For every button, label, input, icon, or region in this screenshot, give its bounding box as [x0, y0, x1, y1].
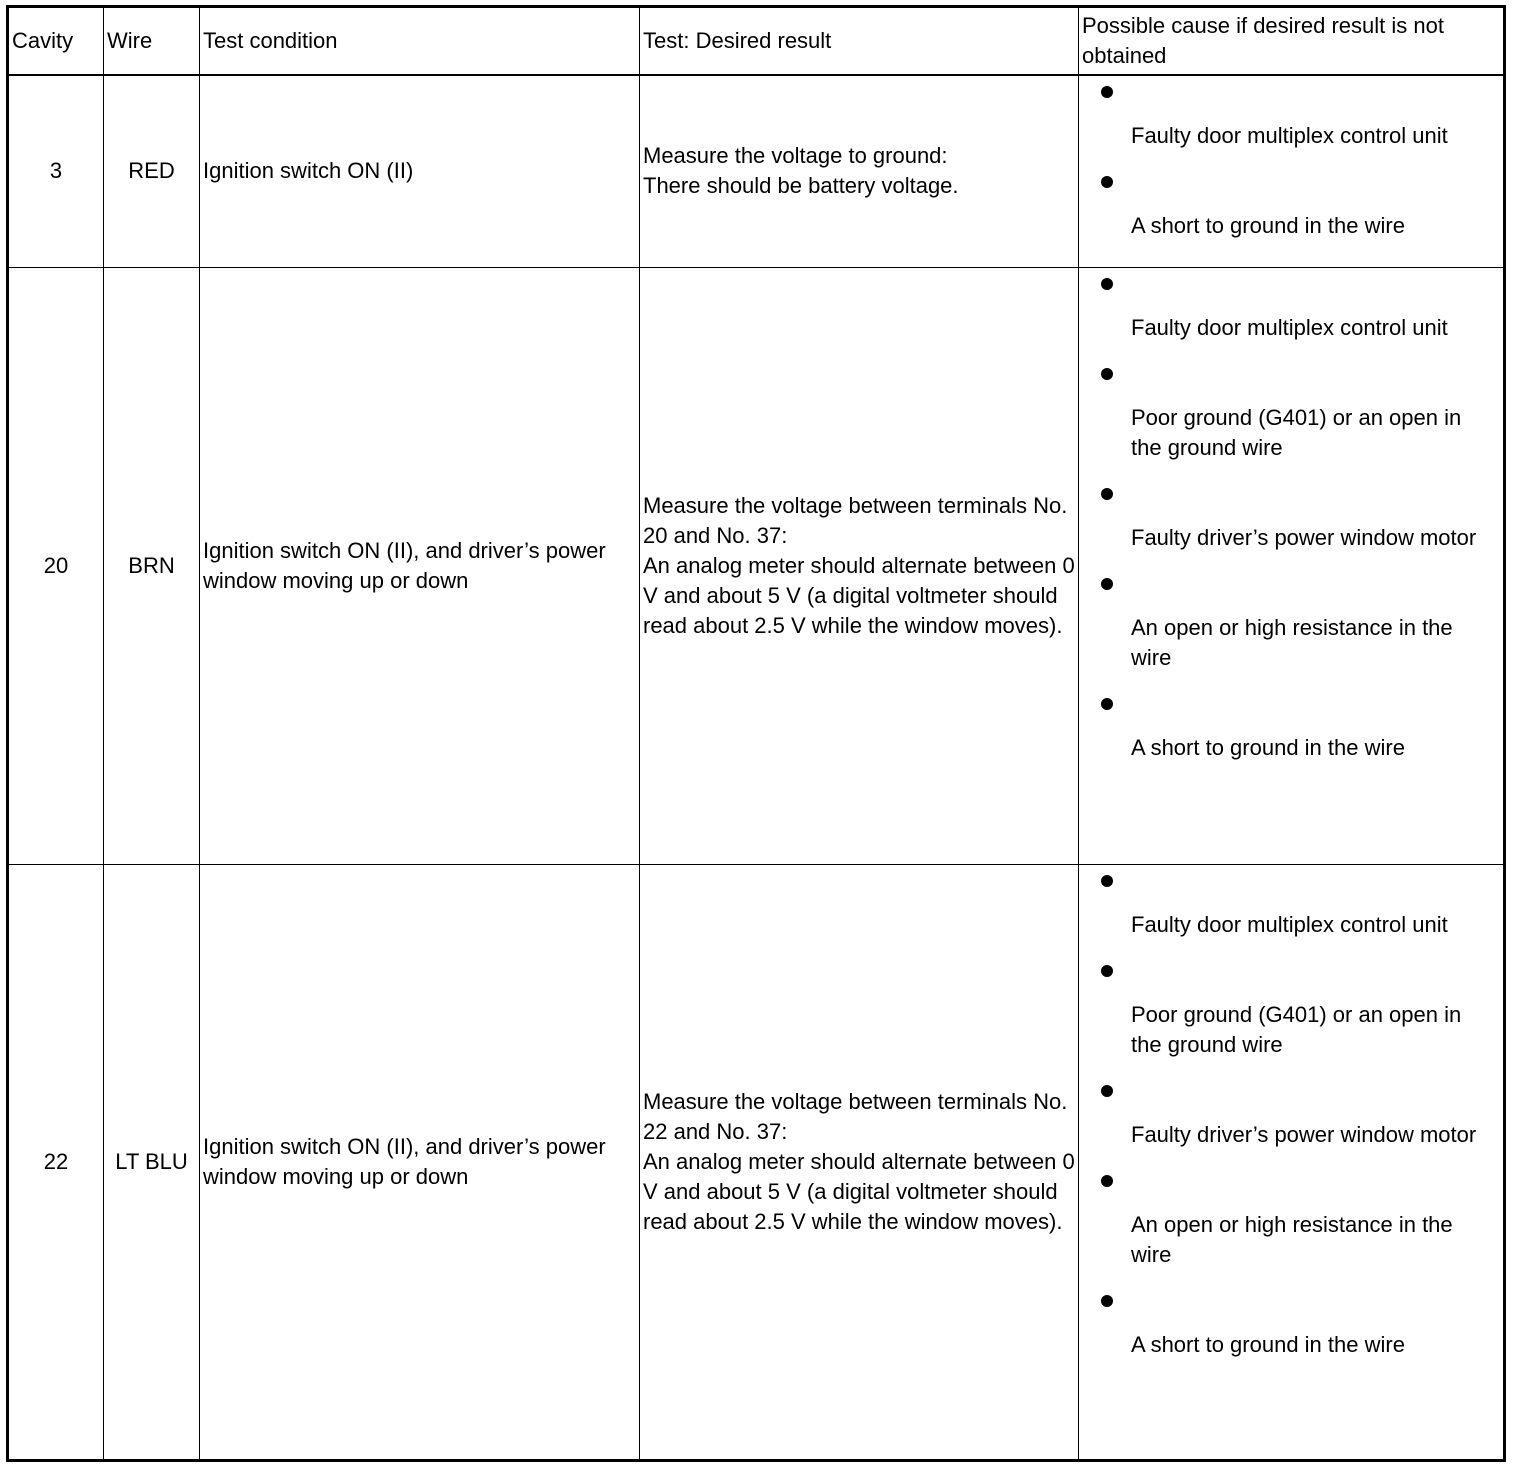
desired-result-cell: Measure the voltage between terminals No. 20 and No. 37: An analog meter should alternate between 0 V and about 5 V (a digital voltmeter should read about 2.5 V while the window moves).	[640, 267, 1079, 864]
cause-text: Faulty door multiplex control unit	[1131, 123, 1448, 148]
connector-test-table	[6, 5, 1506, 1462]
header-wire: Wire	[104, 7, 200, 76]
bullet-icon	[1101, 698, 1113, 710]
wire-cell: BRN	[104, 267, 200, 864]
desired-result-cell: Measure the voltage between terminals No. 22 and No. 37: An analog meter should alternate between 0 V and about 5 V (a digital voltmeter should read about 2.5 V while the window moves).	[640, 864, 1079, 1460]
possible-cause-cell	[1079, 75, 1505, 267]
cause-text: An open or high resistance in the wire	[1131, 1211, 1453, 1267]
list-item	[1079, 166, 1497, 241]
table-row	[8, 75, 1505, 267]
cause-text: Poor ground (G401) or an open in the ground wire	[1131, 404, 1462, 460]
cause-list	[1079, 268, 1497, 763]
cavity-cell: 22	[8, 864, 104, 1460]
list-item	[1079, 1285, 1497, 1360]
cause-text: Faulty door multiplex control unit	[1131, 911, 1448, 937]
list-item	[1079, 1165, 1497, 1285]
bullet-icon	[1101, 965, 1113, 977]
bullet-icon	[1101, 278, 1113, 290]
list-item	[1079, 955, 1497, 1075]
test-condition-cell: Ignition switch ON (II), and driver’s power window moving up or down	[200, 267, 640, 864]
cause-text: Poor ground (G401) or an open in the ground wire	[1131, 1001, 1462, 1057]
cause-list	[1079, 865, 1497, 1360]
table-header-row	[8, 7, 1505, 76]
cavity-cell: 20	[8, 267, 104, 864]
test-condition-cell: Ignition switch ON (II)	[200, 75, 640, 267]
possible-cause-cell	[1079, 267, 1505, 864]
header-cavity: Cavity	[8, 7, 104, 76]
list-item	[1079, 478, 1497, 568]
cause-list	[1079, 76, 1497, 241]
cause-text: A short to ground in the wire	[1131, 1331, 1405, 1357]
header-test-condition: Test condition	[200, 7, 640, 76]
bullet-icon	[1101, 1295, 1113, 1307]
list-item	[1079, 865, 1497, 955]
bullet-icon	[1101, 368, 1113, 380]
header-possible-cause: Possible cause if desired result is not obtained	[1079, 7, 1505, 76]
list-item	[1079, 568, 1497, 688]
table-row	[8, 267, 1505, 864]
bullet-icon	[1101, 1085, 1113, 1097]
cavity-cell: 3	[8, 75, 104, 267]
bullet-icon	[1101, 488, 1113, 500]
list-item	[1079, 688, 1497, 763]
list-item	[1079, 76, 1497, 166]
list-item	[1079, 268, 1497, 358]
bullet-icon	[1101, 176, 1113, 188]
bullet-icon	[1101, 875, 1113, 887]
desired-result-cell: Measure the voltage to ground: There should be battery voltage.	[640, 75, 1079, 267]
list-item	[1079, 358, 1497, 478]
cause-text: Faulty door multiplex control unit	[1131, 314, 1448, 340]
bullet-icon	[1101, 1175, 1113, 1187]
possible-cause-cell	[1079, 864, 1505, 1460]
cause-text: An open or high resistance in the wire	[1131, 614, 1453, 670]
bullet-icon	[1101, 86, 1113, 98]
list-item	[1079, 1075, 1497, 1165]
cause-text: A short to ground in the wire	[1131, 734, 1405, 760]
header-desired-result: Test: Desired result	[640, 7, 1079, 76]
cause-text: Faulty driver’s power window motor	[1131, 524, 1477, 550]
test-condition-cell: Ignition switch ON (II), and driver’s power window moving up or down	[200, 864, 640, 1460]
wire-cell: RED	[104, 75, 200, 267]
cause-text: Faulty driver’s power window motor	[1131, 1121, 1477, 1147]
wire-cell: LT BLU	[104, 864, 200, 1460]
cause-text: A short to ground in the wire	[1131, 213, 1405, 238]
bullet-icon	[1101, 578, 1113, 590]
table-row	[8, 864, 1505, 1460]
